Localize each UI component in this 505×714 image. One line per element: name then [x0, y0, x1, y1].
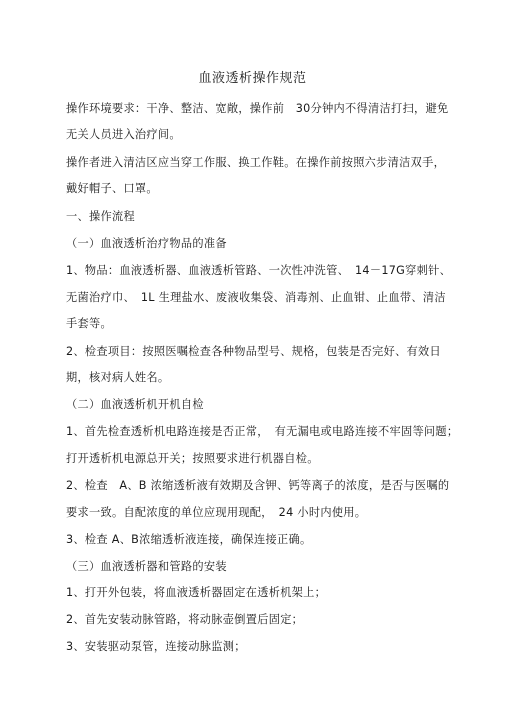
text-line-env-1: 操作环境要求：干净、整洁、宽敞，操作前 30分钟内不得清洁打扫，避免 [66, 102, 449, 115]
text-line-connection: 3、检查 A、B浓缩透析液连接，确保连接正确。 [66, 533, 312, 546]
subsection-heading-2: （二）血液透析机开机自检 [66, 398, 204, 411]
text-line-machine-1: 1、首先检查透析机电路连接是否正常， 有无漏电或电路连接不牢固等问题； [66, 425, 459, 438]
subsection-heading-3: （三）血液透析器和管路的安装 [66, 560, 227, 573]
subsection-heading-1: （一）血液透析治疗物品的准备 [66, 237, 227, 250]
text-line-concentrate-1: 2、检查 A、B 浓缩透析液有效期及含钾、钙等离子的浓度，是否与医嘱的 [66, 479, 450, 492]
text-line-machine-2: 打开透析机电源总开关；按照要求进行机器自检。 [66, 452, 319, 465]
section-heading-process: 一、操作流程 [66, 210, 135, 223]
text-line-items-2: 无菌治疗巾、 1L 生理盐水、废液收集袋、消毒剂、止血钳、止血带、清洁 [66, 291, 446, 304]
text-line-install-3: 3、安装驱动泵管，连接动脉监测； [66, 640, 246, 653]
text-line-env-2: 无关人员进入治疗间。 [66, 128, 181, 141]
text-line-items-1: 1、物品：血液透析器、血液透析管路、一次性冲洗管、 14－17G穿刺针、 [66, 264, 452, 277]
text-line-install-2: 2、首先安装动脉管路，将动脉壶倒置后固定； [66, 613, 304, 626]
text-line-install-1: 1、打开外包装，将血液透析器固定在透析机架上； [66, 586, 327, 599]
text-line-check-1: 2、检查项目：按照医嘱检查各种物品型号、规格，包装是否完好、有效日 [66, 345, 442, 358]
document-title: 血液透析操作规范 [198, 71, 307, 86]
text-line-items-3: 手套等。 [66, 317, 112, 330]
text-line-operator-2: 戴好帽子、口罩。 [66, 182, 158, 195]
text-line-check-2: 期，核对病人姓名。 [66, 371, 170, 384]
text-line-concentrate-2: 要求一致。自配浓度的单位应现用现配， 24 小时内使用。 [66, 506, 367, 519]
text-line-operator-1: 操作者进入清洁区应当穿工作服、换工作鞋。在操作前按照六步清洁双手， [66, 156, 446, 169]
